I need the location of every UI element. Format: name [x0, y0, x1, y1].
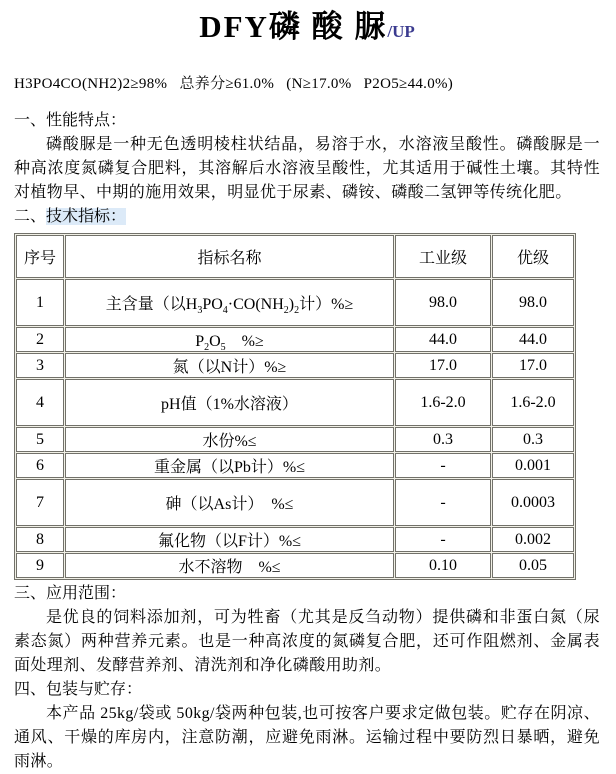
section-heading-technical — [14, 205, 600, 229]
industrial-grade-cell: - — [395, 453, 491, 478]
technical-indicators-table — [14, 233, 576, 580]
row-number-cell: 2 — [16, 327, 64, 352]
column-header-indicator-name: 指标名称 — [65, 235, 394, 278]
industrial-grade-cell: 0.10 — [395, 553, 491, 578]
premium-grade-cell: 0.001 — [492, 453, 574, 478]
industrial-grade-cell: 1.6-2.0 — [395, 379, 491, 426]
premium-grade-cell: 0.3 — [492, 427, 574, 452]
table-row — [16, 553, 574, 578]
indicator-name-cell: 氮（以N计）%≥ — [65, 353, 394, 378]
column-header-industrial-grade: 工业级 — [395, 235, 491, 278]
column-header-number: 序号 — [16, 235, 64, 278]
indicator-name-cell: pH值（1%水溶液） — [65, 379, 394, 426]
application-paragraph: 是优良的饲料添加剂，可为牲畜（尤其是反刍动物）提供磷和非蛋白氮（尿素态氮）两种营养元素。也是一种高浓度的氮磷复合肥，还可作阻燃剂、金属表面处理剂、发酵营养剂、清洗剂和净化磷酸用助剂。 — [14, 609, 600, 674]
table-row — [16, 327, 574, 352]
page-title — [14, 6, 600, 53]
section-heading-application: 三、应用范围： — [14, 585, 127, 602]
row-number-cell: 5 — [16, 427, 64, 452]
table-row — [16, 479, 574, 526]
premium-grade-cell: 98.0 — [492, 279, 574, 326]
indicator-name-cell: 主含量（以$H_3PO_4\cdot CO(NH_2)_2$计）%≥ — [65, 279, 394, 326]
page-title-suffix: /UP — [387, 22, 415, 41]
table-header-row — [16, 235, 574, 278]
column-header-premium-grade: 优级 — [492, 235, 574, 278]
technical-heading-highlight: 技术指标： — [46, 208, 127, 225]
table-row — [16, 379, 574, 426]
row-number-cell: 7 — [16, 479, 64, 526]
indicator-name-cell: 氟化物（以F计）%≤ — [65, 527, 394, 552]
section-heading-packaging: 四、包装与贮存： — [14, 681, 143, 698]
premium-grade-cell: 0.05 — [492, 553, 574, 578]
page-title-main: DFY磷 酸 脲 — [199, 9, 388, 44]
performance-paragraph: 磷酸脲是一种无色透明棱柱状结晶，易溶于水，水溶液呈酸性。磷酸脲是一种高浓度氮磷复合肥料，其溶解后水溶液呈酸性，尤其适用于碱性土壤。其特性对植物早、中期的施用效果，明显优于尿素、磷铵、磷酸二氢钾等传统化肥。 — [14, 136, 600, 201]
indicator-name-cell: 水份%≤ — [65, 427, 394, 452]
section-heading-performance: 一、性能特点： — [14, 112, 127, 129]
packaging-paragraph: 本产品 25kg/袋或 50kg/袋两种包装,也可按客户要求定做包装。贮存在阴凉、通风、干燥的库房内，注意防潮，应避免雨淋。运输过程中要防烈日暴晒，避免雨淋。 — [14, 705, 600, 770]
table-row — [16, 279, 574, 326]
table-row — [16, 427, 574, 452]
indicator-name-cell: 砷（以As计） %≤ — [65, 479, 394, 526]
table-row — [16, 527, 574, 552]
industrial-grade-cell: 44.0 — [395, 327, 491, 352]
premium-grade-cell: 17.0 — [492, 353, 574, 378]
industrial-grade-cell: - — [395, 527, 491, 552]
premium-grade-cell: 1.6-2.0 — [492, 379, 574, 426]
industrial-grade-cell: 17.0 — [395, 353, 491, 378]
premium-grade-cell: 44.0 — [492, 327, 574, 352]
row-number-cell: 3 — [16, 353, 64, 378]
industrial-grade-cell: 0.3 — [395, 427, 491, 452]
row-number-cell: 8 — [16, 527, 64, 552]
industrial-grade-cell: - — [395, 479, 491, 526]
row-number-cell: 1 — [16, 279, 64, 326]
table-row — [16, 453, 574, 478]
industrial-grade-cell: 98.0 — [395, 279, 491, 326]
row-number-cell: 9 — [16, 553, 64, 578]
formula-line: H3PO4CO(NH2)2≥98% 总养分≥61.0% (N≥17.0% P2O5≥44.0%) — [14, 76, 454, 92]
indicator-name-cell: 水不溶物 %≤ — [65, 553, 394, 578]
indicator-name-cell: $P_2O_5$ %≥ — [65, 327, 394, 352]
table-row — [16, 353, 574, 378]
premium-grade-cell: 0.0003 — [492, 479, 574, 526]
row-number-cell: 6 — [16, 453, 64, 478]
premium-grade-cell: 0.002 — [492, 527, 574, 552]
row-number-cell: 4 — [16, 379, 64, 426]
technical-heading-prefix: 二、 — [14, 208, 47, 225]
indicator-name-cell: 重金属（以Pb计）%≤ — [65, 453, 394, 478]
